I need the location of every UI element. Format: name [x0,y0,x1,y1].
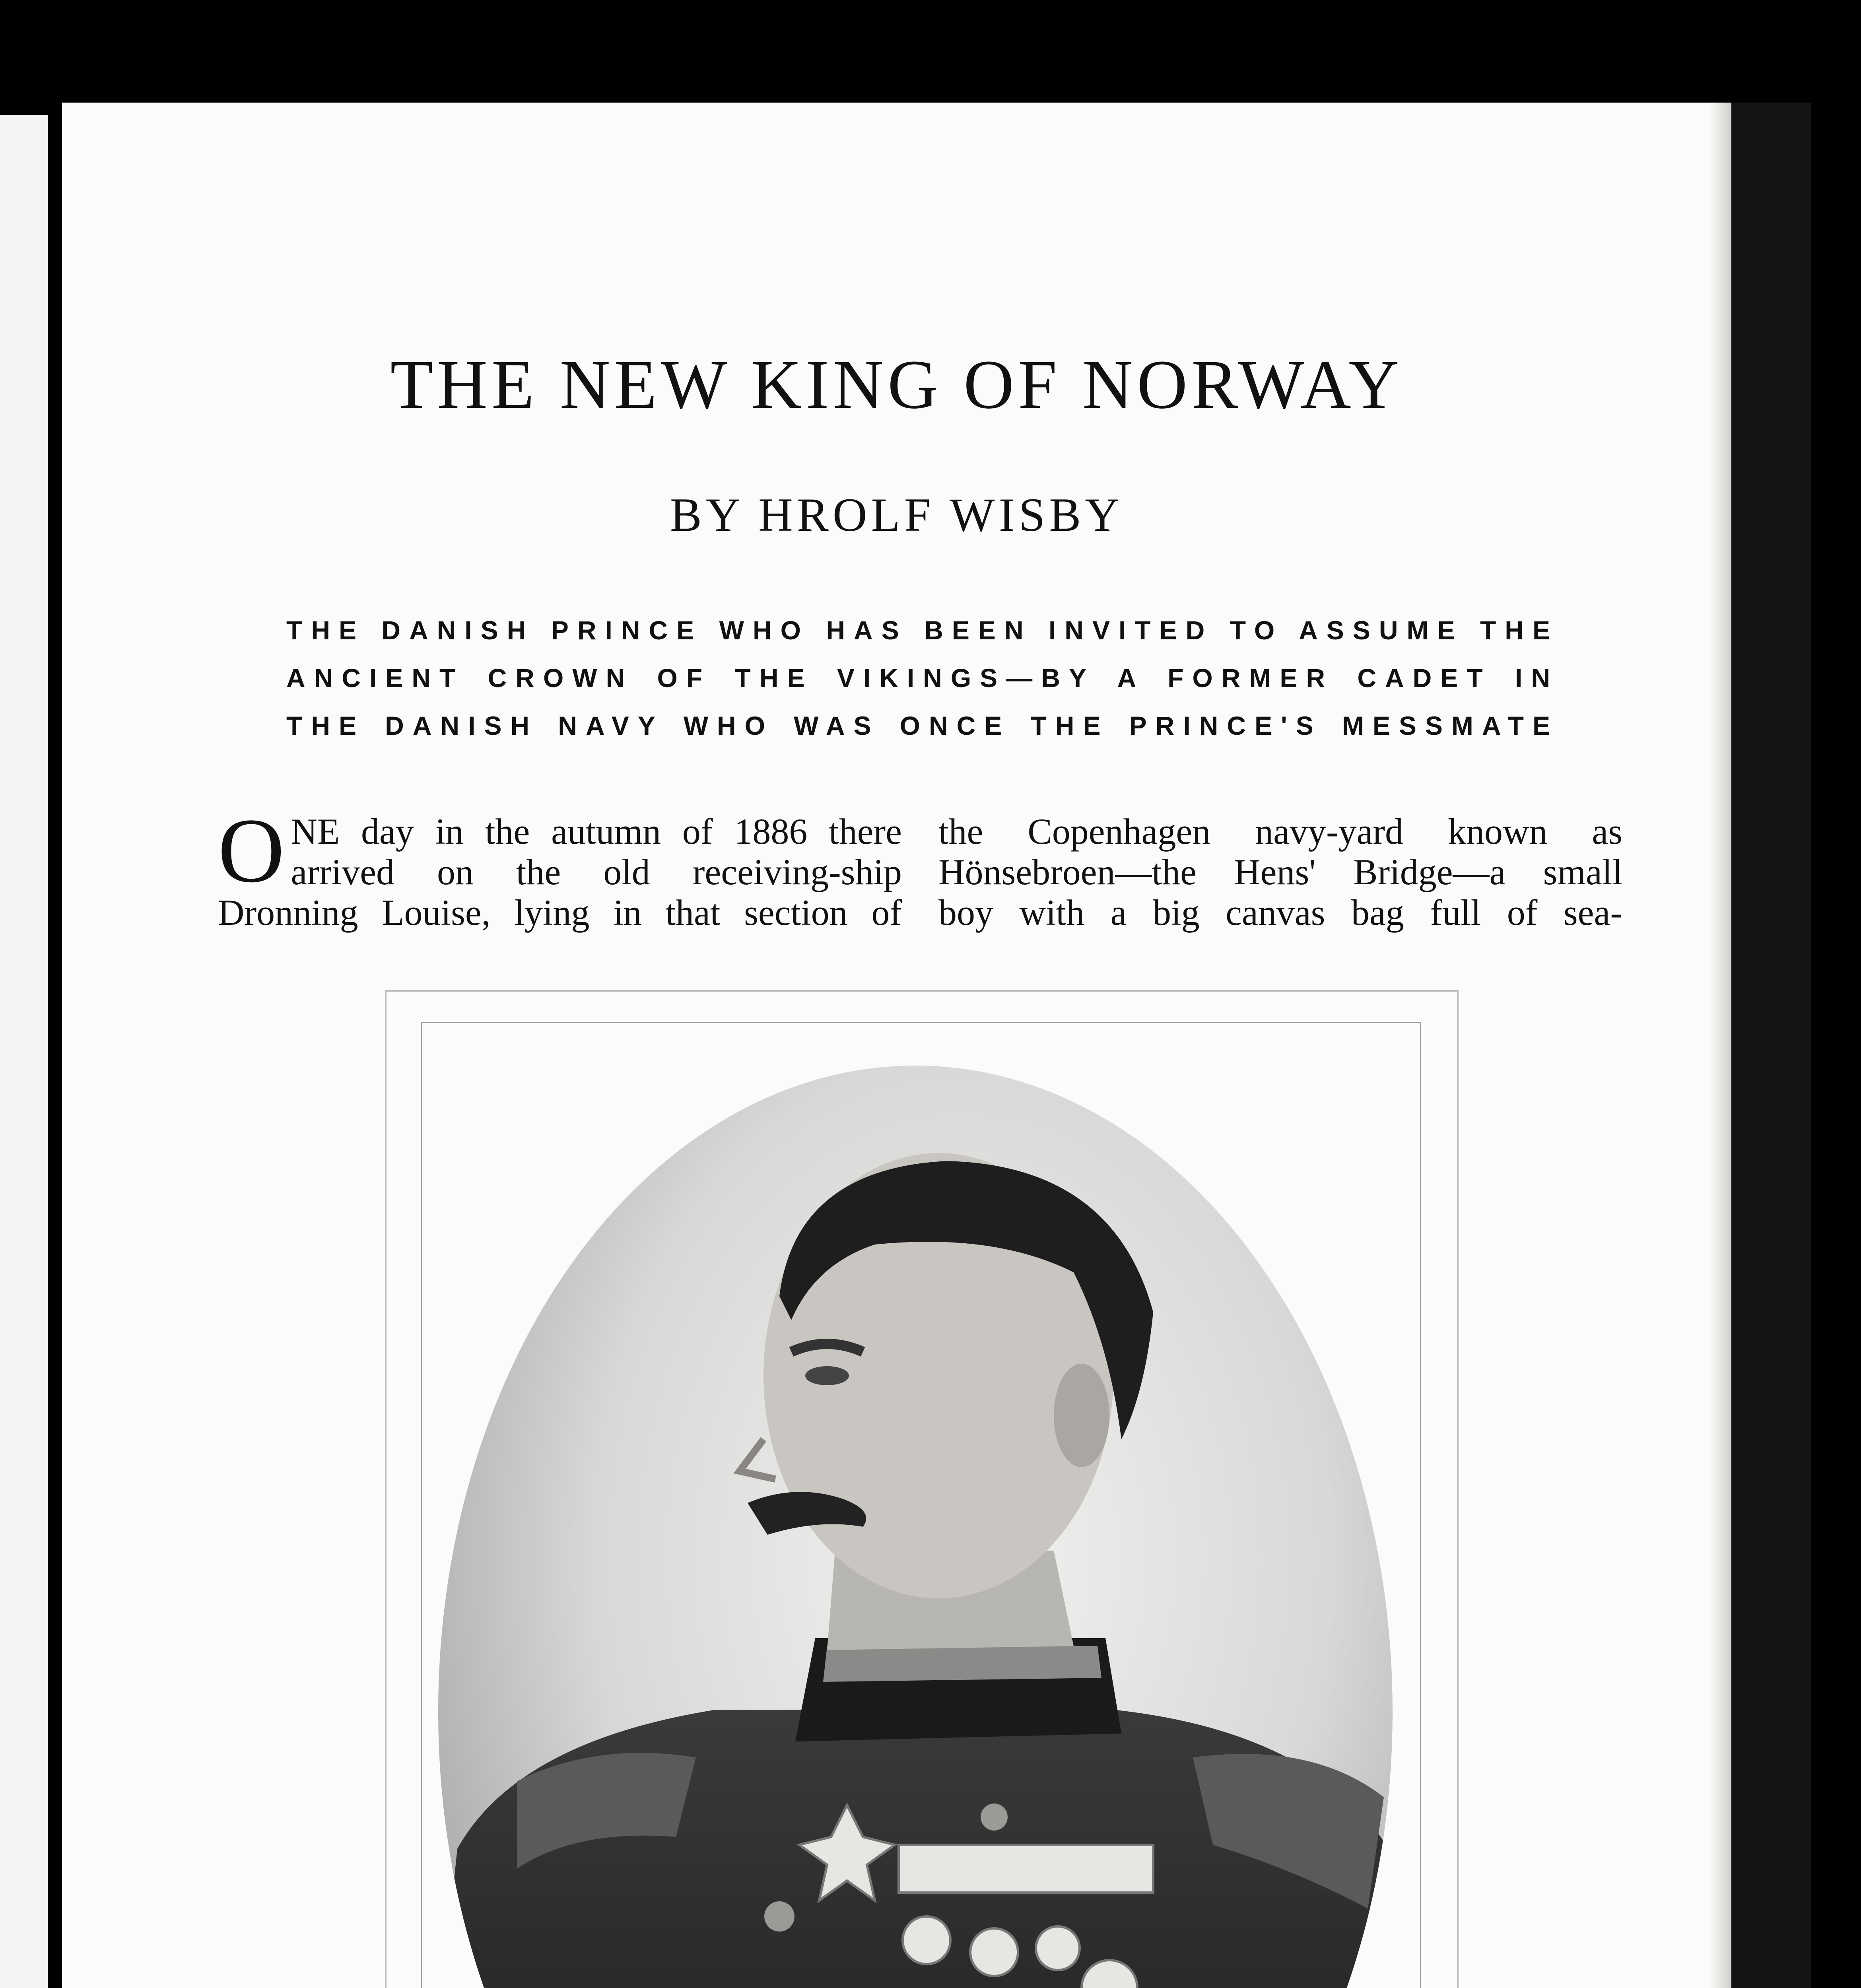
deck-line: THE DANISH PRINCE WHO HAS BEEN INVITED TO ASSUME THE [286,615,1559,645]
body-line: the Copenhagen navy-yard known as [938,811,1622,852]
article-title: THE NEW KING OF NORWAY [390,346,1403,423]
body-line: Dronning Louise, lying in that section of [218,892,902,933]
drop-cap: O [218,800,285,902]
body-line: Hönsebroen—the Hens' Bridge—a small [938,852,1622,892]
article-byline: BY HROLF WISBY [670,488,1124,541]
body-line: NE day in the autumn of 1886 there [291,811,902,852]
deck-line: THE DANISH NAVY WHO WAS ONCE THE PRINCE'S MESSMATE [286,711,1559,740]
body-line: boy with a big canvas bag full of sea- [938,892,1622,933]
deck-line: ANCIENT CROWN OF THE VIKINGS—BY A FORMER CADET IN [286,663,1559,693]
body-line: arrived on the old receiving-ship [291,852,902,892]
